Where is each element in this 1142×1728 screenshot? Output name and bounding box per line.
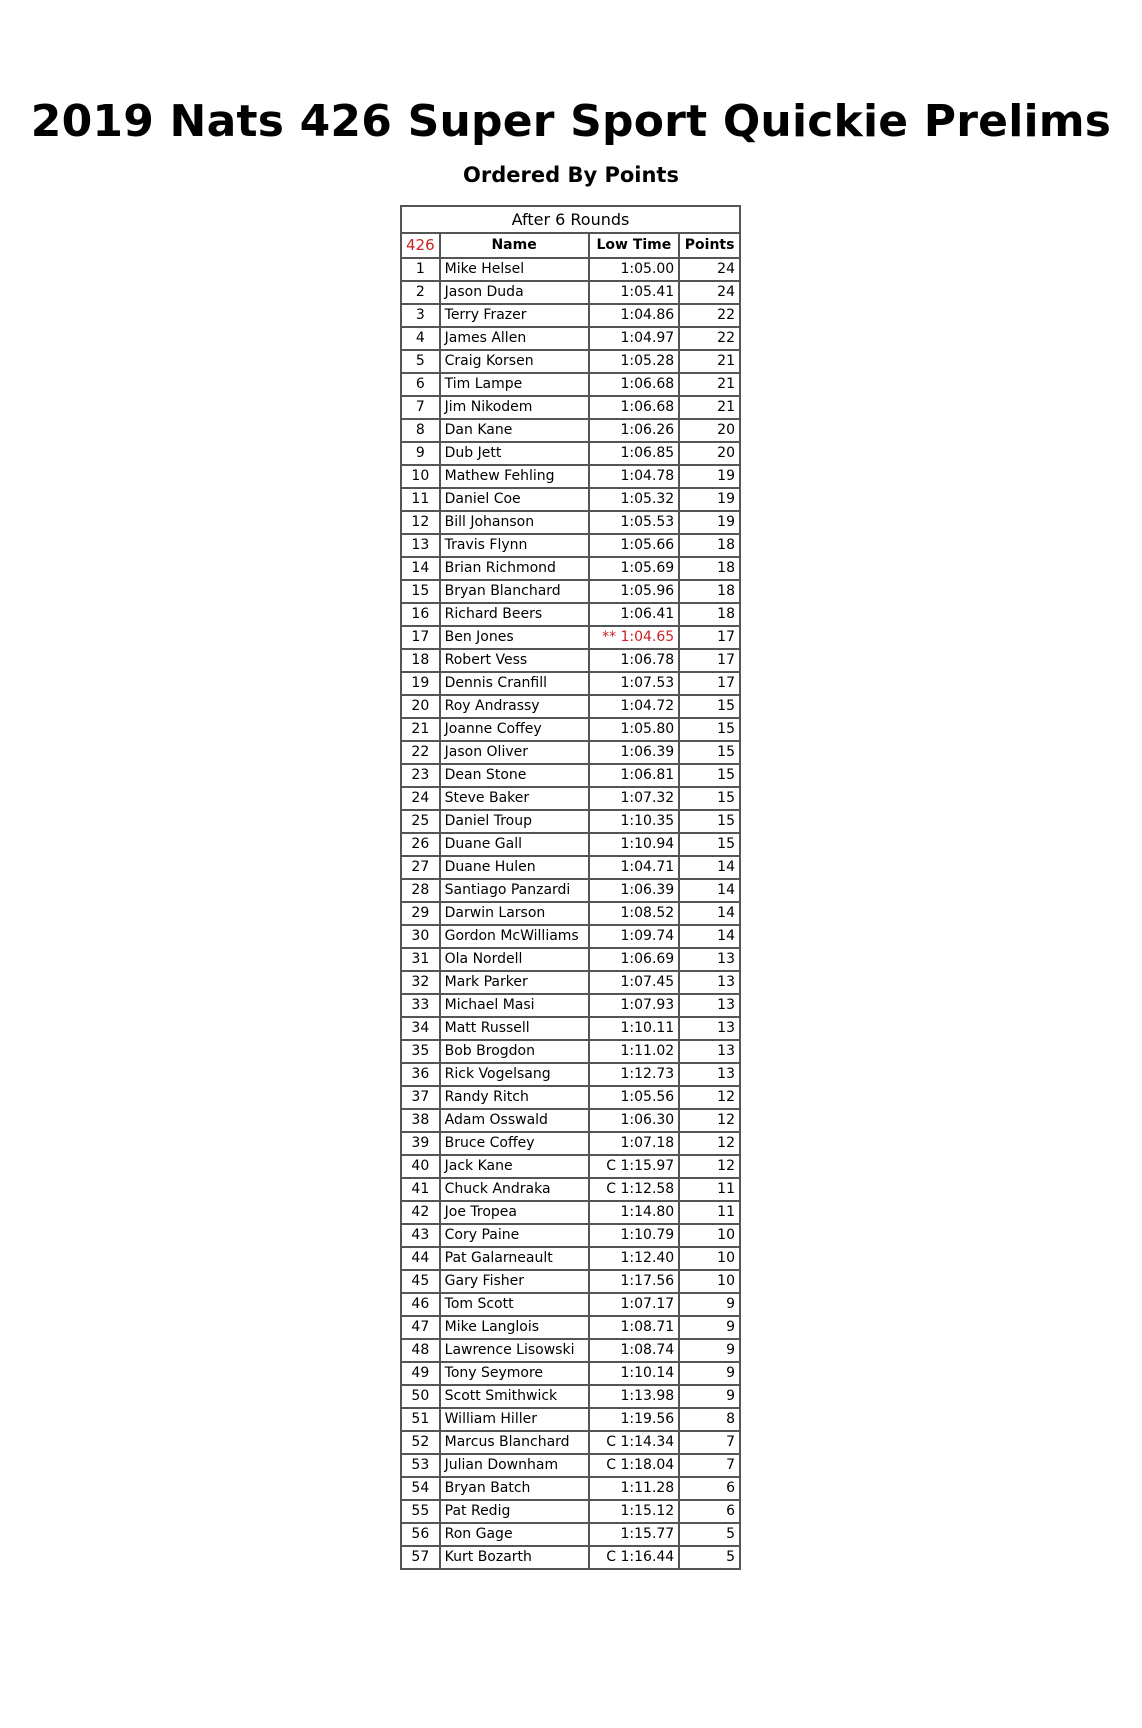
table-row bbox=[401, 1040, 740, 1063]
row-low-time: 1:05.96 bbox=[589, 580, 680, 603]
table-row bbox=[401, 1132, 740, 1155]
row-pos: 56 bbox=[401, 1523, 440, 1546]
page-title: 2019 Nats 426 Super Sport Quickie Prelims bbox=[30, 96, 1112, 147]
row-name: Bryan Batch bbox=[440, 1477, 589, 1500]
header-pos: 426 bbox=[401, 233, 440, 258]
row-points: 6 bbox=[679, 1500, 740, 1523]
row-pos: 24 bbox=[401, 787, 440, 810]
row-points: 9 bbox=[679, 1293, 740, 1316]
table-row bbox=[401, 350, 740, 373]
row-pos: 2 bbox=[401, 281, 440, 304]
row-pos: 11 bbox=[401, 488, 440, 511]
row-pos: 41 bbox=[401, 1178, 440, 1201]
row-points: 9 bbox=[679, 1362, 740, 1385]
table-row bbox=[401, 994, 740, 1017]
row-low-time: 1:07.53 bbox=[589, 672, 680, 695]
row-name: Mike Helsel bbox=[440, 258, 589, 281]
table-row bbox=[401, 557, 740, 580]
row-name: Richard Beers bbox=[440, 603, 589, 626]
row-points: 24 bbox=[679, 258, 740, 281]
table-row bbox=[401, 258, 740, 281]
row-name: Robert Vess bbox=[440, 649, 589, 672]
row-name: Gary Fisher bbox=[440, 1270, 589, 1293]
row-name: Gordon McWilliams bbox=[440, 925, 589, 948]
row-points: 15 bbox=[679, 833, 740, 856]
table-row bbox=[401, 833, 740, 856]
row-low-time: 1:05.41 bbox=[589, 281, 680, 304]
row-low-time: 1:07.32 bbox=[589, 787, 680, 810]
row-points: 11 bbox=[679, 1201, 740, 1224]
row-pos: 5 bbox=[401, 350, 440, 373]
row-low-time: 1:04.78 bbox=[589, 465, 680, 488]
table-row bbox=[401, 511, 740, 534]
row-name: Joanne Coffey bbox=[440, 718, 589, 741]
row-name: Dennis Cranfill bbox=[440, 672, 589, 695]
row-name: Jason Oliver bbox=[440, 741, 589, 764]
row-points: 15 bbox=[679, 718, 740, 741]
row-points: 24 bbox=[679, 281, 740, 304]
header-points: Points bbox=[679, 233, 740, 258]
row-low-time: 1:07.45 bbox=[589, 971, 680, 994]
row-low-time: 1:05.69 bbox=[589, 557, 680, 580]
row-low-time: 1:05.66 bbox=[589, 534, 680, 557]
row-name: Tony Seymore bbox=[440, 1362, 589, 1385]
row-name: Lawrence Lisowski bbox=[440, 1339, 589, 1362]
row-pos: 51 bbox=[401, 1408, 440, 1431]
table-row bbox=[401, 902, 740, 925]
row-name: Tom Scott bbox=[440, 1293, 589, 1316]
row-pos: 19 bbox=[401, 672, 440, 695]
table-caption-row bbox=[401, 206, 740, 233]
row-low-time: 1:10.35 bbox=[589, 810, 680, 833]
table-row bbox=[401, 948, 740, 971]
row-points: 14 bbox=[679, 856, 740, 879]
table-row bbox=[401, 1224, 740, 1247]
row-name: Dean Stone bbox=[440, 764, 589, 787]
row-low-time: 1:07.93 bbox=[589, 994, 680, 1017]
row-name: Bryan Blanchard bbox=[440, 580, 589, 603]
table-row bbox=[401, 1362, 740, 1385]
row-points: 12 bbox=[679, 1155, 740, 1178]
row-pos: 43 bbox=[401, 1224, 440, 1247]
row-points: 9 bbox=[679, 1339, 740, 1362]
row-low-time: 1:04.86 bbox=[589, 304, 680, 327]
row-name: Ola Nordell bbox=[440, 948, 589, 971]
row-pos: 54 bbox=[401, 1477, 440, 1500]
row-pos: 9 bbox=[401, 442, 440, 465]
table-row bbox=[401, 442, 740, 465]
row-low-time: 1:07.18 bbox=[589, 1132, 680, 1155]
table-row bbox=[401, 672, 740, 695]
table-row bbox=[401, 1017, 740, 1040]
table-row bbox=[401, 580, 740, 603]
row-low-time: 1:08.52 bbox=[589, 902, 680, 925]
table-header-row bbox=[401, 233, 740, 258]
row-name: Darwin Larson bbox=[440, 902, 589, 925]
row-name: Chuck Andraka bbox=[440, 1178, 589, 1201]
row-points: 11 bbox=[679, 1178, 740, 1201]
row-pos: 20 bbox=[401, 695, 440, 718]
row-points: 12 bbox=[679, 1132, 740, 1155]
row-points: 12 bbox=[679, 1086, 740, 1109]
row-low-time: 1:07.17 bbox=[589, 1293, 680, 1316]
row-points: 10 bbox=[679, 1270, 740, 1293]
row-points: 19 bbox=[679, 511, 740, 534]
table-row bbox=[401, 465, 740, 488]
row-points: 18 bbox=[679, 580, 740, 603]
row-pos: 21 bbox=[401, 718, 440, 741]
table-row bbox=[401, 925, 740, 948]
row-low-time: C 1:14.34 bbox=[589, 1431, 680, 1454]
row-name: Joe Tropea bbox=[440, 1201, 589, 1224]
row-pos: 1 bbox=[401, 258, 440, 281]
row-low-time: 1:15.77 bbox=[589, 1523, 680, 1546]
table-row bbox=[401, 281, 740, 304]
results-table bbox=[400, 205, 741, 1570]
row-pos: 3 bbox=[401, 304, 440, 327]
table-row bbox=[401, 1293, 740, 1316]
table-row bbox=[401, 879, 740, 902]
header-name: Name bbox=[440, 233, 589, 258]
row-pos: 46 bbox=[401, 1293, 440, 1316]
row-points: 13 bbox=[679, 1063, 740, 1086]
row-low-time: ** 1:04.65 bbox=[589, 626, 680, 649]
row-low-time: 1:11.02 bbox=[589, 1040, 680, 1063]
table-row bbox=[401, 1385, 740, 1408]
row-name: Daniel Coe bbox=[440, 488, 589, 511]
row-points: 17 bbox=[679, 626, 740, 649]
table-row bbox=[401, 741, 740, 764]
row-low-time: 1:14.80 bbox=[589, 1201, 680, 1224]
table-row bbox=[401, 764, 740, 787]
row-points: 20 bbox=[679, 442, 740, 465]
table-row bbox=[401, 304, 740, 327]
row-name: Tim Lampe bbox=[440, 373, 589, 396]
row-pos: 55 bbox=[401, 1500, 440, 1523]
row-pos: 4 bbox=[401, 327, 440, 350]
row-name: Pat Redig bbox=[440, 1500, 589, 1523]
row-low-time: 1:08.71 bbox=[589, 1316, 680, 1339]
row-low-time: C 1:18.04 bbox=[589, 1454, 680, 1477]
row-low-time: 1:09.74 bbox=[589, 925, 680, 948]
row-pos: 40 bbox=[401, 1155, 440, 1178]
row-points: 13 bbox=[679, 994, 740, 1017]
table-row bbox=[401, 695, 740, 718]
row-points: 5 bbox=[679, 1523, 740, 1546]
row-low-time: 1:06.68 bbox=[589, 396, 680, 419]
results-body bbox=[401, 258, 740, 1569]
table-row bbox=[401, 327, 740, 350]
row-pos: 35 bbox=[401, 1040, 440, 1063]
table-row bbox=[401, 626, 740, 649]
row-low-time: 1:10.94 bbox=[589, 833, 680, 856]
table-row bbox=[401, 603, 740, 626]
row-pos: 30 bbox=[401, 925, 440, 948]
table-row bbox=[401, 396, 740, 419]
row-pos: 33 bbox=[401, 994, 440, 1017]
table-row bbox=[401, 419, 740, 442]
row-name: Jim Nikodem bbox=[440, 396, 589, 419]
row-pos: 39 bbox=[401, 1132, 440, 1155]
row-name: Bruce Coffey bbox=[440, 1132, 589, 1155]
row-low-time: 1:10.79 bbox=[589, 1224, 680, 1247]
row-name: Santiago Panzardi bbox=[440, 879, 589, 902]
row-low-time: 1:04.72 bbox=[589, 695, 680, 718]
table-row bbox=[401, 649, 740, 672]
row-low-time: 1:06.39 bbox=[589, 741, 680, 764]
row-points: 19 bbox=[679, 465, 740, 488]
header-low-time: Low Time bbox=[589, 233, 680, 258]
row-name: Marcus Blanchard bbox=[440, 1431, 589, 1454]
table-row bbox=[401, 1408, 740, 1431]
row-pos: 26 bbox=[401, 833, 440, 856]
row-pos: 12 bbox=[401, 511, 440, 534]
table-row bbox=[401, 373, 740, 396]
row-name: Brian Richmond bbox=[440, 557, 589, 580]
row-points: 15 bbox=[679, 810, 740, 833]
row-points: 6 bbox=[679, 1477, 740, 1500]
row-name: Bob Brogdon bbox=[440, 1040, 589, 1063]
row-points: 17 bbox=[679, 672, 740, 695]
row-name: Jack Kane bbox=[440, 1155, 589, 1178]
row-points: 22 bbox=[679, 327, 740, 350]
row-pos: 27 bbox=[401, 856, 440, 879]
row-low-time: 1:11.28 bbox=[589, 1477, 680, 1500]
row-low-time: 1:13.98 bbox=[589, 1385, 680, 1408]
table-row bbox=[401, 1178, 740, 1201]
row-points: 18 bbox=[679, 603, 740, 626]
row-name: Julian Downham bbox=[440, 1454, 589, 1477]
row-low-time: 1:06.78 bbox=[589, 649, 680, 672]
row-name: Dub Jett bbox=[440, 442, 589, 465]
table-row bbox=[401, 488, 740, 511]
row-points: 13 bbox=[679, 971, 740, 994]
row-name: Terry Frazer bbox=[440, 304, 589, 327]
row-pos: 29 bbox=[401, 902, 440, 925]
row-name: Duane Gall bbox=[440, 833, 589, 856]
row-pos: 44 bbox=[401, 1247, 440, 1270]
row-low-time: 1:05.80 bbox=[589, 718, 680, 741]
row-name: Craig Korsen bbox=[440, 350, 589, 373]
table-row bbox=[401, 856, 740, 879]
table-row bbox=[401, 1247, 740, 1270]
table-row bbox=[401, 1523, 740, 1546]
row-low-time: 1:10.11 bbox=[589, 1017, 680, 1040]
row-pos: 7 bbox=[401, 396, 440, 419]
row-low-time: 1:12.40 bbox=[589, 1247, 680, 1270]
row-low-time: 1:05.00 bbox=[589, 258, 680, 281]
row-low-time: 1:08.74 bbox=[589, 1339, 680, 1362]
row-low-time: 1:06.85 bbox=[589, 442, 680, 465]
row-pos: 42 bbox=[401, 1201, 440, 1224]
table-row bbox=[401, 1086, 740, 1109]
row-low-time: 1:15.12 bbox=[589, 1500, 680, 1523]
table-row bbox=[401, 1270, 740, 1293]
row-name: Ben Jones bbox=[440, 626, 589, 649]
row-pos: 23 bbox=[401, 764, 440, 787]
row-low-time: 1:12.73 bbox=[589, 1063, 680, 1086]
row-name: Cory Paine bbox=[440, 1224, 589, 1247]
row-low-time: 1:17.56 bbox=[589, 1270, 680, 1293]
row-points: 14 bbox=[679, 902, 740, 925]
row-points: 9 bbox=[679, 1316, 740, 1339]
row-name: Mike Langlois bbox=[440, 1316, 589, 1339]
row-pos: 8 bbox=[401, 419, 440, 442]
row-pos: 52 bbox=[401, 1431, 440, 1454]
row-name: Ron Gage bbox=[440, 1523, 589, 1546]
row-name: Kurt Bozarth bbox=[440, 1546, 589, 1569]
row-name: Travis Flynn bbox=[440, 534, 589, 557]
row-pos: 6 bbox=[401, 373, 440, 396]
row-low-time: 1:19.56 bbox=[589, 1408, 680, 1431]
row-points: 22 bbox=[679, 304, 740, 327]
row-points: 19 bbox=[679, 488, 740, 511]
row-pos: 22 bbox=[401, 741, 440, 764]
row-name: Rick Vogelsang bbox=[440, 1063, 589, 1086]
row-name: Daniel Troup bbox=[440, 810, 589, 833]
table-row bbox=[401, 1155, 740, 1178]
row-pos: 28 bbox=[401, 879, 440, 902]
row-points: 18 bbox=[679, 534, 740, 557]
row-low-time: 1:06.41 bbox=[589, 603, 680, 626]
row-low-time: C 1:15.97 bbox=[589, 1155, 680, 1178]
row-name: Bill Johanson bbox=[440, 511, 589, 534]
row-pos: 15 bbox=[401, 580, 440, 603]
row-pos: 13 bbox=[401, 534, 440, 557]
row-points: 21 bbox=[679, 396, 740, 419]
row-name: Mark Parker bbox=[440, 971, 589, 994]
row-points: 13 bbox=[679, 1040, 740, 1063]
row-points: 5 bbox=[679, 1546, 740, 1569]
row-name: Pat Galarneault bbox=[440, 1247, 589, 1270]
row-points: 20 bbox=[679, 419, 740, 442]
row-name: Scott Smithwick bbox=[440, 1385, 589, 1408]
row-low-time: 1:05.28 bbox=[589, 350, 680, 373]
table-row bbox=[401, 718, 740, 741]
row-name: Michael Masi bbox=[440, 994, 589, 1017]
row-low-time: 1:05.32 bbox=[589, 488, 680, 511]
row-pos: 34 bbox=[401, 1017, 440, 1040]
table-row bbox=[401, 787, 740, 810]
row-low-time: 1:05.53 bbox=[589, 511, 680, 534]
table-row bbox=[401, 1316, 740, 1339]
row-pos: 18 bbox=[401, 649, 440, 672]
row-low-time: 1:04.71 bbox=[589, 856, 680, 879]
table-row bbox=[401, 1477, 740, 1500]
row-pos: 37 bbox=[401, 1086, 440, 1109]
table-row bbox=[401, 971, 740, 994]
row-low-time: 1:05.56 bbox=[589, 1086, 680, 1109]
row-points: 21 bbox=[679, 373, 740, 396]
row-pos: 36 bbox=[401, 1063, 440, 1086]
row-pos: 31 bbox=[401, 948, 440, 971]
row-points: 15 bbox=[679, 787, 740, 810]
row-points: 10 bbox=[679, 1247, 740, 1270]
row-points: 7 bbox=[679, 1431, 740, 1454]
row-pos: 17 bbox=[401, 626, 440, 649]
row-pos: 57 bbox=[401, 1546, 440, 1569]
row-points: 21 bbox=[679, 350, 740, 373]
row-points: 10 bbox=[679, 1224, 740, 1247]
row-pos: 10 bbox=[401, 465, 440, 488]
row-pos: 53 bbox=[401, 1454, 440, 1477]
row-points: 15 bbox=[679, 741, 740, 764]
row-low-time: 1:06.68 bbox=[589, 373, 680, 396]
row-low-time: 1:06.26 bbox=[589, 419, 680, 442]
table-row bbox=[401, 1339, 740, 1362]
table-row bbox=[401, 1201, 740, 1224]
row-points: 13 bbox=[679, 948, 740, 971]
table-row bbox=[401, 1546, 740, 1569]
row-pos: 38 bbox=[401, 1109, 440, 1132]
row-points: 14 bbox=[679, 925, 740, 948]
row-name: Jason Duda bbox=[440, 281, 589, 304]
row-name: William Hiller bbox=[440, 1408, 589, 1431]
table-row bbox=[401, 1431, 740, 1454]
row-name: Duane Hulen bbox=[440, 856, 589, 879]
row-points: 8 bbox=[679, 1408, 740, 1431]
row-points: 7 bbox=[679, 1454, 740, 1477]
row-name: Mathew Fehling bbox=[440, 465, 589, 488]
row-pos: 49 bbox=[401, 1362, 440, 1385]
row-low-time: C 1:12.58 bbox=[589, 1178, 680, 1201]
row-pos: 50 bbox=[401, 1385, 440, 1408]
row-low-time: 1:06.69 bbox=[589, 948, 680, 971]
row-pos: 32 bbox=[401, 971, 440, 994]
row-name: Randy Ritch bbox=[440, 1086, 589, 1109]
row-low-time: 1:10.14 bbox=[589, 1362, 680, 1385]
row-points: 18 bbox=[679, 557, 740, 580]
table-row bbox=[401, 534, 740, 557]
row-name: Dan Kane bbox=[440, 419, 589, 442]
row-points: 15 bbox=[679, 695, 740, 718]
row-points: 12 bbox=[679, 1109, 740, 1132]
row-pos: 48 bbox=[401, 1339, 440, 1362]
row-low-time: 1:04.97 bbox=[589, 327, 680, 350]
row-name: Matt Russell bbox=[440, 1017, 589, 1040]
row-name: Adam Osswald bbox=[440, 1109, 589, 1132]
row-low-time: 1:06.81 bbox=[589, 764, 680, 787]
row-pos: 14 bbox=[401, 557, 440, 580]
row-pos: 47 bbox=[401, 1316, 440, 1339]
row-low-time: 1:06.30 bbox=[589, 1109, 680, 1132]
page-subtitle: Ordered By Points bbox=[463, 163, 679, 187]
row-points: 15 bbox=[679, 764, 740, 787]
table-row bbox=[401, 810, 740, 833]
row-low-time: 1:06.39 bbox=[589, 879, 680, 902]
row-low-time: C 1:16.44 bbox=[589, 1546, 680, 1569]
row-pos: 16 bbox=[401, 603, 440, 626]
row-points: 14 bbox=[679, 879, 740, 902]
table-row bbox=[401, 1500, 740, 1523]
row-pos: 25 bbox=[401, 810, 440, 833]
table-row bbox=[401, 1109, 740, 1132]
table-row bbox=[401, 1063, 740, 1086]
row-points: 9 bbox=[679, 1385, 740, 1408]
row-name: James Allen bbox=[440, 327, 589, 350]
row-name: Roy Andrassy bbox=[440, 695, 589, 718]
table-row bbox=[401, 1454, 740, 1477]
row-points: 13 bbox=[679, 1017, 740, 1040]
row-name: Steve Baker bbox=[440, 787, 589, 810]
row-pos: 45 bbox=[401, 1270, 440, 1293]
row-points: 17 bbox=[679, 649, 740, 672]
table-caption: After 6 Rounds bbox=[401, 206, 740, 233]
